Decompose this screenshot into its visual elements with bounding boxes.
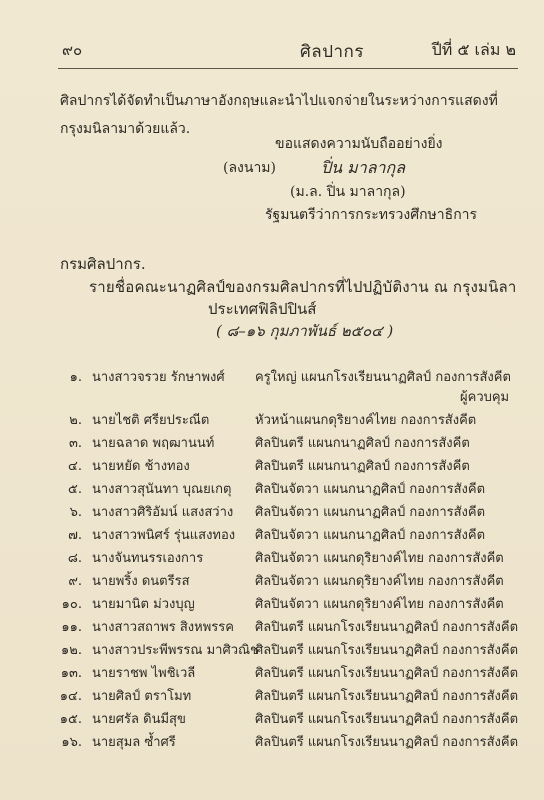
list-item: [36, 708, 524, 731]
list-item-name: นางสาวศิริอัมน์ แสงสว่าง: [92, 505, 234, 520]
list-item: [36, 409, 524, 432]
header-rule: [58, 68, 518, 69]
list-item-position: ศิลปินจัตวา แผนกนาฏศิลป์ กองการสังคีต: [255, 482, 486, 497]
list-item-position: ครูใหญ่ แผนกโรงเรียนนาฏศิลป์ กองการสังคีต: [255, 370, 511, 385]
list-item: [36, 501, 524, 524]
list-item: [36, 547, 524, 570]
list-item-position: ศิลปินจัตวา แผนกนาฏศิลป์ กองการสังคีต: [255, 528, 486, 543]
list-item-number: ๑๒.: [61, 643, 82, 658]
list-item-name: นายฉลาด พฤฒานนท์: [92, 436, 215, 451]
list-item: [36, 731, 524, 754]
list-item: [36, 570, 524, 593]
list-item-number: ๖.: [69, 505, 82, 520]
list-item-position: ศิลปินตรี แผนกโรงเรียนนาฏศิลป์ กองการสังคีต: [255, 735, 519, 750]
list-item: [36, 432, 524, 455]
list-item-position: ศิลปินตรี แผนกโรงเรียนนาฏศิลป์ กองการสังคีต: [255, 712, 519, 727]
list-item-name: นางสาวจรวย รักษาพงศ์: [92, 370, 225, 385]
staff-list: [36, 366, 524, 754]
list-item: [36, 478, 524, 501]
department-heading: กรมศิลปากร.: [60, 255, 146, 273]
list-item-number: ๓.: [68, 436, 82, 451]
list-item-number: ๒.: [69, 413, 82, 428]
list-item-position: ศิลปินตรี แผนกโรงเรียนนาฏศิลป์ กองการสังคีต: [255, 689, 519, 704]
list-item-number: ๙.: [68, 574, 82, 589]
list-item: [36, 366, 524, 389]
list-title-line-2: ประเทศฟิลิปปินส์: [208, 300, 317, 318]
signature-regards: ขอแสดงความนับถืออย่างยิ่ง: [275, 136, 443, 152]
list-item-name: นายไชติ ศรียประณีต: [92, 413, 210, 428]
signature-signed-name: ปิ่น มาลากุล: [321, 158, 405, 177]
journal-title: ศิลปากร: [300, 42, 364, 62]
list-item: [36, 524, 524, 547]
list-item: [36, 455, 524, 478]
list-item-number: ๕.: [68, 482, 82, 497]
list-item-position: ศิลปินจัตวา แผนกดุริยางค์ไทย กองการสังคีต: [255, 551, 504, 566]
list-item-number: ๔.: [68, 459, 82, 474]
list-item-name: นางสาวสุนันทา บุณยเกตุ: [92, 482, 232, 497]
list-item-position: หัวหน้าแผนกดุริยางค์ไทย กองการสังคีต: [255, 413, 477, 428]
list-item-name: นางสาวพนิศร์ รุ่นแสงทอง: [92, 528, 236, 543]
page-number: ๙๐: [62, 41, 83, 59]
list-item-number: ๗.: [68, 528, 82, 543]
list-item-position: ศิลปินจัตวา แผนกดุริยางค์ไทย กองการสังคีต: [255, 597, 504, 612]
list-item-name: นายมานิต ม่วงบุญ: [92, 597, 195, 612]
list-item-number: ๑๐.: [61, 597, 82, 612]
list-item-number: ๑.: [69, 370, 82, 385]
list-item: [36, 662, 524, 685]
list-item-number: ๘.: [67, 551, 82, 566]
list-item-position: ศิลปินตรี แผนกโรงเรียนนาฏศิลป์ กองการสังคีต: [255, 643, 519, 658]
list-item-position: ศิลปินตรี แผนกโรงเรียนนาฏศิลป์ กองการสังคีต: [255, 620, 519, 635]
list-item-number: ๑๑.: [61, 620, 82, 635]
list-item-number: ๑๖.: [61, 735, 82, 750]
list-title-line-3: ( ๘–๑๖ กุมภาพันธ์ ๒๕๐๔ ): [216, 322, 394, 340]
issue-label: ปีที่ ๕ เล่ม ๒: [431, 40, 516, 59]
list-item-name: นายสุมล ซ้ำศรี: [92, 735, 176, 750]
list-item-position: ศิลปินตรี แผนกโรงเรียนนาฏศิลป์ กองการสังคีต: [255, 666, 519, 681]
signature-signed-label: (ลงนาม): [223, 160, 276, 176]
list-item: [36, 685, 524, 708]
list-item-position: ศิลปินจัตวา แผนกดุริยางค์ไทย กองการสังคีต: [255, 574, 504, 589]
signature-position: รัฐมนตรีว่าการกระทรวงศึกษาธิการ: [265, 207, 478, 223]
list-title-line-1: รายชื่อคณะนาฏศิลป์ของกรมศิลปากรที่ไปปฏิบัติงาน ณ กรุงมนิลา: [89, 278, 517, 296]
list-item: [36, 616, 524, 639]
page-header: [62, 38, 516, 64]
list-item-name: นางจันทนรรเองการ: [92, 551, 204, 566]
intro-paragraph: ศิลปากรได้จัดทำเป็นภาษาอังกฤษและนำไปแจกจ่ายในระหว่างการแสดงที่กรุงมนิลามาด้วยแล้ว.: [60, 93, 498, 137]
list-item-name: นายพริ้ง ดนตรีรส: [92, 574, 190, 589]
list-item-number: ๑๔.: [59, 689, 82, 704]
supervisor-note: ผู้ควบคุม: [460, 390, 510, 405]
list-item-name: นายศรัล ดินมีสุข: [92, 712, 186, 727]
list-item: [36, 593, 524, 616]
list-item-name: นางสาวสถาพร สิงหพรรค: [92, 620, 234, 635]
list-item-name: นางสาวประพีพรรณ มาศิวณิช: [92, 643, 259, 658]
list-item-number: ๑๓.: [60, 666, 82, 681]
signature-printed-name: (ม.ล. ปิ่น มาลากุล): [290, 184, 406, 200]
list-item-name: นายหยัด ช้างทอง: [92, 459, 190, 474]
list-item-position: ศิลปินตรี แผนกนาฏศิลป์ กองการสังคีต: [255, 459, 470, 474]
list-item-number: ๑๕.: [59, 712, 82, 727]
list-item-position: ศิลปินตรี แผนกนาฏศิลป์ กองการสังคีต: [255, 436, 470, 451]
list-item: [36, 639, 524, 662]
list-item-name: นายราชพ ไพชิเวลี: [92, 666, 196, 681]
list-item-position: ศิลปินจัตวา แผนกนาฏศิลป์ กองการสังคีต: [255, 505, 486, 520]
list-item-name: นายศิลป์ ตราโมท: [92, 689, 192, 704]
